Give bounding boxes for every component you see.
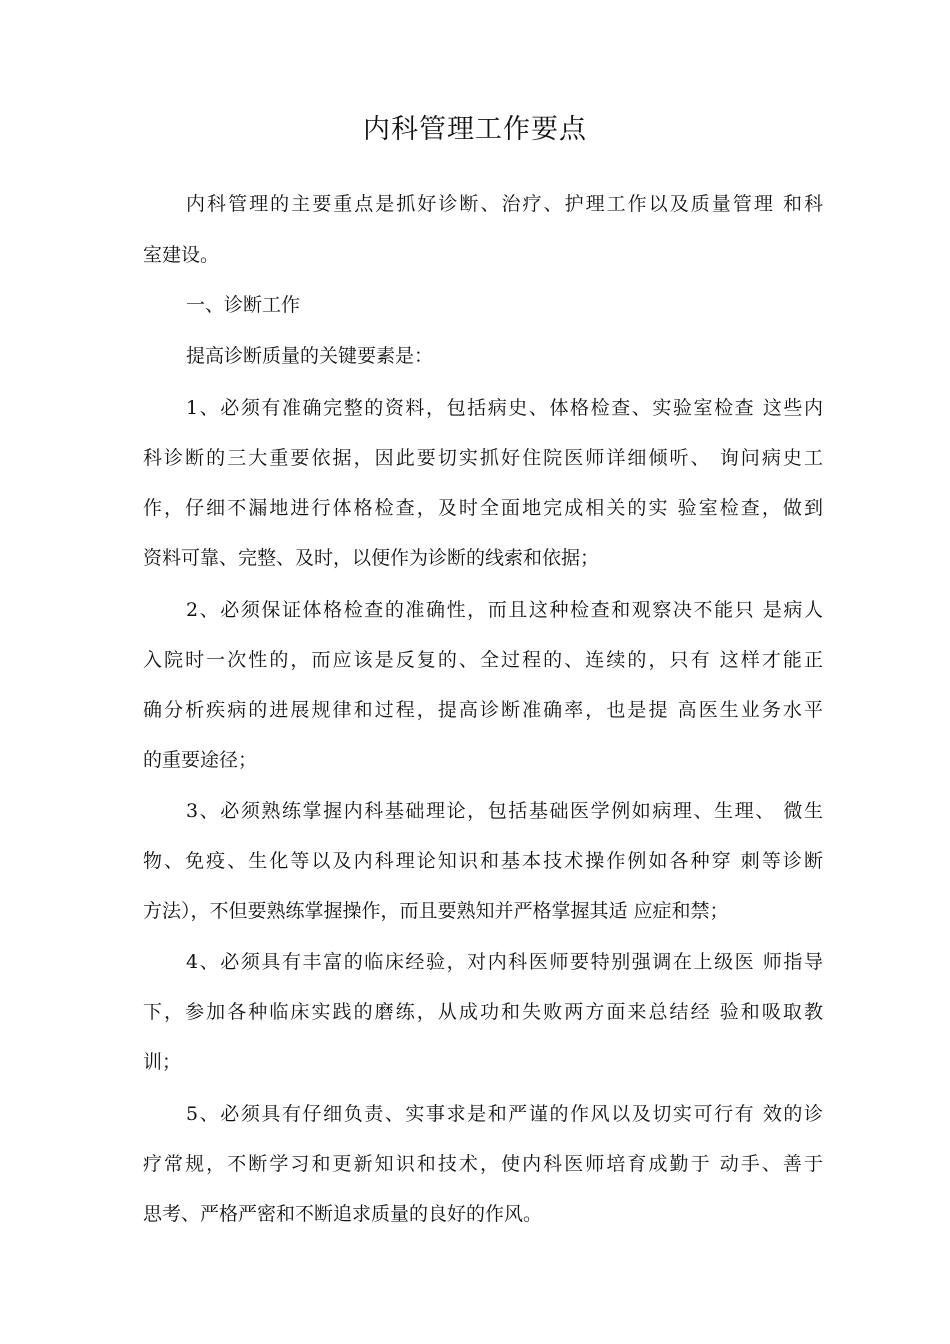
paragraph-line: 下，参加各种临床实践的磨练，从成功和失败两方面来总结经 验和吸取教	[143, 1001, 823, 1023]
paragraph-line: 物、免疫、生化等以及内科理论知识和基本技术操作例如各种穿 刺等诊断	[143, 850, 823, 872]
paragraph-line: 入院时一次性的，而应该是反复的、全过程的、连续的，只有 这样才能正	[143, 649, 823, 671]
paragraph-line: 确分析疾病的进展规律和过程，提高诊断准确率，也是提 高医生业务水平	[143, 699, 823, 721]
paragraph-line: 思考、严格严密和不断追求质量的良好的作风。	[143, 1203, 543, 1225]
paragraph-line: 3、必须熟练掌握内科基础理论，包括基础医学例如病理、生理、 微生	[186, 800, 823, 822]
document-title: 内科管理工作要点	[363, 114, 587, 145]
paragraph-line: 4、必须具有丰富的临床经验，对内科医师要特别强调在上级医 师指导	[186, 951, 823, 973]
paragraph-line: 2、必须保证体格检查的准确性，而且这种检查和观察决不能只 是病人	[186, 599, 823, 621]
paragraph-line: 室建设。	[143, 244, 220, 266]
paragraph-line: 疗常规，不断学习和更新知识和技术，使内科医师培育成勤于 动手、善于	[143, 1153, 823, 1175]
paragraph-line: 内科管理的主要重点是抓好诊断、治疗、护理工作以及质量管理 和科	[186, 193, 823, 215]
paragraph-line: 提高诊断质量的关键要素是：	[186, 345, 434, 367]
paragraph-line: 训；	[143, 1051, 182, 1073]
paragraph-line: 方法），不但要熟练掌握操作，而且要熟知并严格掌握其适 应症和禁；	[143, 900, 729, 922]
paragraph-line: 科诊断的三大重要依据，因此要切实抓好住院医师详细倾听、 询问病史工	[143, 447, 823, 469]
paragraph-line: 1、必须有准确完整的资料，包括病史、体格检查、实验室检查 这些内	[186, 397, 823, 419]
paragraph-line: 资料可靠、完整、及时，以便作为诊断的线索和依据；	[143, 547, 600, 569]
paragraph-line: 作，仔细不漏地进行体格检查，及时全面地完成相关的实 验室检查，做到	[143, 497, 823, 519]
paragraph-line: 的重要途径；	[143, 749, 258, 771]
paragraph-line: 5、必须具有仔细负责、实事求是和严谨的作风以及切实可行有 效的诊	[186, 1103, 823, 1125]
section-heading: 一、诊断工作	[186, 294, 301, 316]
